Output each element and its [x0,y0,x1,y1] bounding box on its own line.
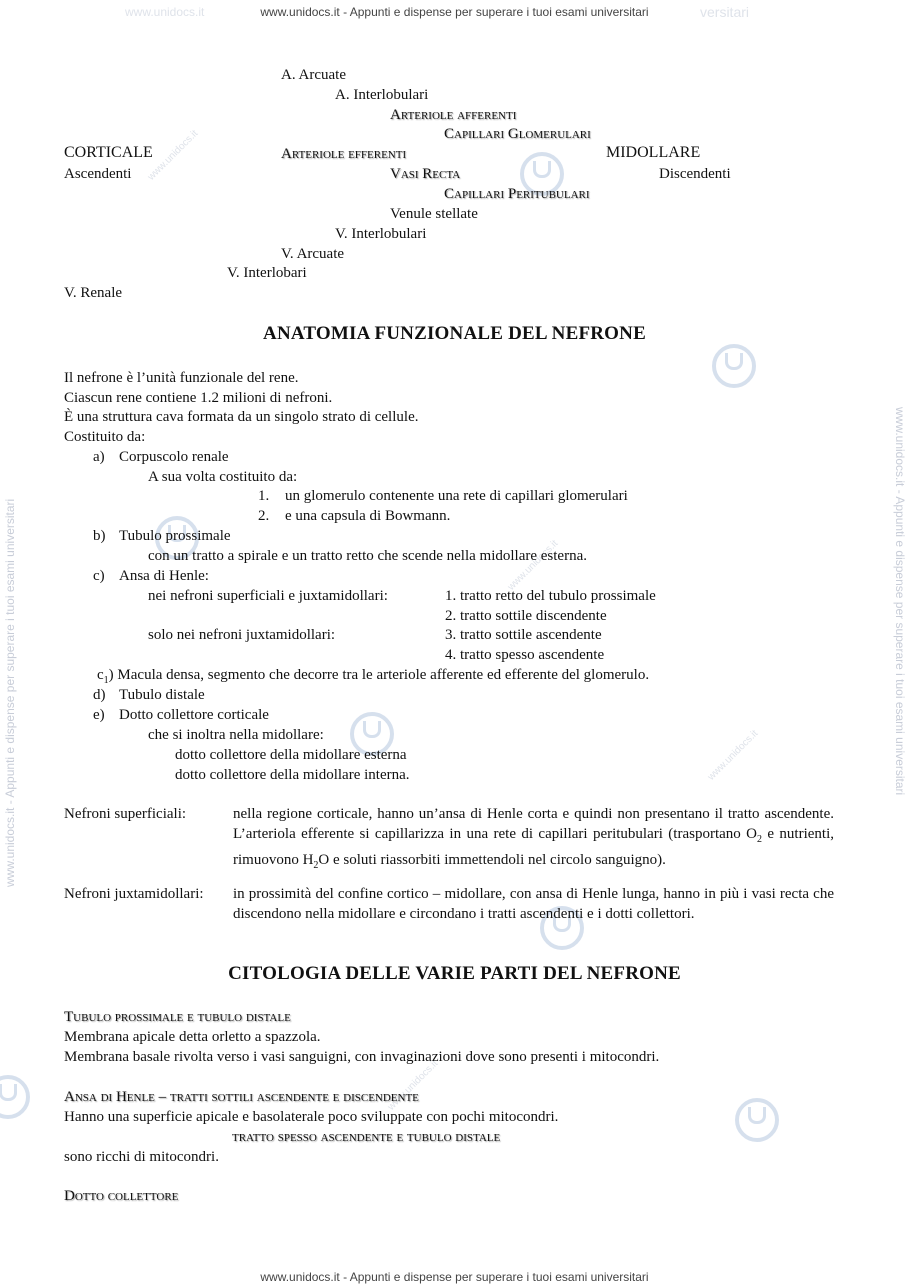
label-ascendenti: Ascendenti [64,166,132,182]
unidocs-logo-icon [735,1098,779,1142]
list-item: Dotto collettore corticale [119,707,269,723]
label-discendenti: Discendenti [659,166,731,182]
subsection-title: Dotto collettore [64,1188,179,1204]
vasc-line: Vasi Recta [390,166,461,182]
list-item-text: ) Macula densa, segmento che decorre tra le arteriole afferente ed efferente del glomerulo. [108,667,650,683]
section-heading: CITOLOGIA DELLE VARIE PARTI DEL NEFRONE [228,963,681,984]
list-marker: 2. [258,508,270,524]
section-heading: ANATOMIA FUNZIONALE DEL NEFRONE [263,323,646,344]
intro-line: Costituito da: [64,429,146,445]
def-label: Nefroni superficiali: [64,806,187,822]
faint-watermark: www.unidocs.it [145,128,201,183]
list-subtext: nei nefroni superficiali e juxtamidollari: [148,588,388,604]
body-line: Membrana apicale detta orletto a spazzola. [64,1029,321,1045]
list-subtext: solo nei nefroni juxtamidollari: [148,627,336,643]
list-marker: c) [93,568,105,584]
body-line: sono ricchi di mitocondri. [64,1149,219,1165]
vasc-line: V. Arcuate [281,246,345,262]
list-marker: e) [93,707,105,723]
faint-watermark: www.unidocs.it [505,538,561,593]
right-watermark: www.unidocs.it - Appunti e dispense per superare i tuoi esami universitari [893,407,907,796]
vasc-line: V. Renale [64,285,123,301]
list-item: 2. tratto sottile discendente [445,608,607,624]
footer-watermark[interactable]: www.unidocs.it - Appunti e dispense per superare i tuoi esami universitari [260,1270,649,1284]
header-ghost-left: www.unidocs.it [125,5,205,19]
def-text: in prossimità del confine cortico – midollare, con ansa di Henle lunga, hanno in più i vasi recta che discendono nella midollare e circondano i tratti ascendenti e i dotti collettori. [233,886,834,922]
list-item: dotto collettore della midollare esterna [175,747,407,763]
body-line: Hanno una superficie apicale e basolaterale poco sviluppate con pochi mitocondri. [64,1109,559,1125]
unidocs-logo-icon [712,344,756,388]
label-midollare: MIDOLLARE [606,144,701,161]
def-label: Nefroni juxtamidollari: [64,886,204,902]
vasc-line: Venule stellate [390,206,478,222]
list-subtext: che si inoltra nella midollare: [148,727,324,743]
list-marker: a) [93,449,105,465]
left-watermark: www.unidocs.it - Appunti e dispense per superare i tuoi esami universitari [3,498,17,887]
def-text-part: e nutrienti, rimuovono H [233,826,834,868]
list-item: 4. tratto spesso ascendente [445,647,605,663]
list-item: dotto collettore della midollare interna. [175,767,410,783]
list-item: e una capsula di Bowmann. [285,508,451,524]
faint-watermark: www.unidocs.it [705,728,761,783]
list-item: un glomerulo contenente una rete di capillari glomerulari [285,488,628,504]
vasc-line: Capillari Glomerulari [444,126,591,142]
list-item: Tubulo prossimale [119,528,231,544]
subsection-title: Ansa di Henle – tratti sottili ascendente e discendente [64,1089,419,1105]
intro-line: È una struttura cava formata da un singolo strato di cellule. [64,409,419,425]
header-watermark[interactable]: www.unidocs.it - Appunti e dispense per superare i tuoi esami universitari [260,5,649,19]
list-subtext: con un tratto a spirale e un tratto retto che scende nella midollare esterna. [148,548,587,564]
list-marker-sub: 1 [103,675,109,686]
list-marker: b) [93,528,106,544]
list-item: Corpuscolo renale [119,449,229,465]
vasc-line: Capillari Peritubulari [444,186,590,202]
list-item: 3. tratto sottile ascendente [445,627,602,643]
def-text-sub: 2 [757,834,762,845]
subsection-title: Tubulo prossimale e tubulo distale [64,1009,291,1025]
def-text-part: nella regione corticale, hanno un’ansa di Henle corta e quindi non presentano il tratto ascendente. L’arteriola efferente si capillarizza in una rete di capillari peritubulari (trasportano O [233,806,834,842]
def-text-part: O e soluti riassorbiti immettendoli nel circolo sanguigno). [318,852,666,868]
vasc-line: V. Interlobulari [335,226,427,242]
body-line: Membrana basale rivolta verso i vasi sanguigni, con invaginazioni dove sono presenti i mitocondri. [64,1049,660,1065]
vasc-line: Arteriole efferenti [281,146,407,162]
list-marker: d) [93,687,106,703]
list-subtext: A sua volta costituito da: [148,469,298,485]
label-corticale: CORTICALE [64,144,153,161]
list-item: Ansa di Henle: [119,568,209,584]
vasc-line: V. Interlobari [227,265,307,281]
list-marker: c [97,667,104,683]
vasc-line: A. Interlobulari [335,87,429,103]
header-ghost-right: versitari [700,4,750,20]
intro-line: Il nefrone è l’unità funzionale del rene. [64,370,299,386]
def-text-sub: 2 [313,860,319,871]
def-text [233,804,834,876]
unidocs-logo-icon [0,1075,30,1119]
list-item: Tubulo distale [119,687,205,703]
list-item: 1. tratto retto del tubulo prossimale [445,588,656,604]
faint-watermark: www.unidocs.it [385,1058,441,1113]
list-marker: 1. [258,488,270,504]
vasc-line: A. Arcuate [281,67,346,83]
subsection-subtitle: tratto spesso ascendente e tubulo distale [232,1129,501,1145]
intro-line: Ciascun rene contiene 1.2 milioni di nefroni. [64,390,333,406]
vasc-line: Arteriole afferenti [390,107,517,123]
